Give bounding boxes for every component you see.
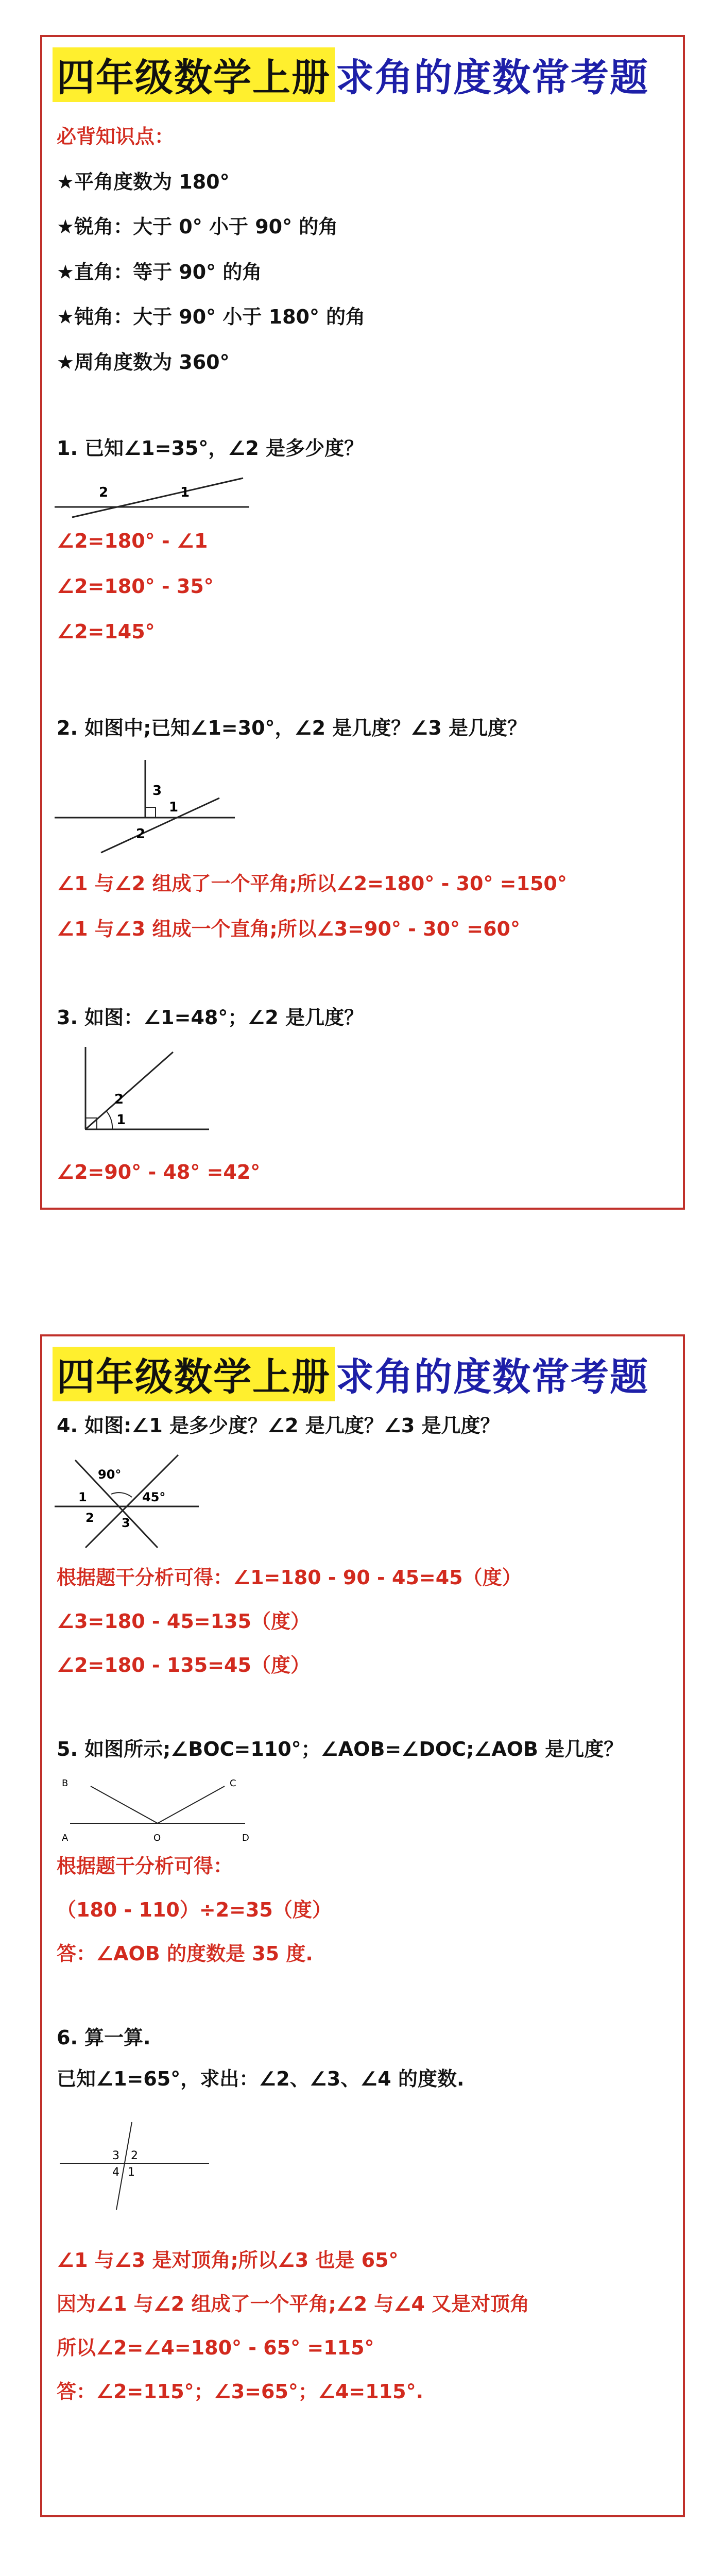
page-title [53, 46, 649, 103]
figure-q5 [55, 1772, 261, 1844]
q2-label-3: 3 [152, 783, 162, 799]
q4-answer-2: ∠3=180 - 45=135（度） [57, 1610, 310, 1633]
q5-label-b: B [62, 1778, 68, 1789]
q4-label-45: 45° [142, 1490, 166, 1504]
question-3: 3. 如图：∠1=48°；∠2 是几度？ [57, 1006, 364, 1029]
question-4: 4. 如图:∠1 是多少度？∠2 是几度？∠3 是几度？ [57, 1414, 500, 1437]
q6-answer-1: ∠1 与∠3 是对顶角;所以∠3 也是 65° [57, 2249, 399, 2272]
question-6: 已知∠1=65°，求出：∠2、∠3、∠4 的度数. [57, 2067, 465, 2090]
figure-q3 [55, 1042, 230, 1145]
q3-label-1: 1 [116, 1112, 126, 1128]
fact-full-angle: ★周角度数为 360° [57, 351, 230, 374]
q4-answer-1: 根据题干分析可得：∠1=180 - 90 - 45=45（度） [57, 1566, 522, 1589]
q4-label-90: 90° [98, 1467, 122, 1482]
q5-label-o: O [153, 1833, 161, 1843]
q1-label-1: 1 [180, 485, 190, 500]
q1-answer-3: ∠2=145° [57, 620, 155, 643]
q6-answer-2: 因为∠1 与∠2 组成了一个平角;∠2 与∠4 又是对顶角 [57, 2293, 530, 2315]
q6-answer-3: 所以∠2=∠4=180° - 65° =115° [57, 2336, 374, 2359]
knowledge-heading: 必背知识点： [57, 125, 175, 148]
q4-label-2: 2 [85, 1511, 94, 1525]
title-rest: 求角的度数常考题 [336, 56, 649, 100]
q4-answer-3: ∠2=180 - 135=45（度） [57, 1654, 310, 1676]
q1-answer-1: ∠2=180° - ∠1 [57, 530, 208, 552]
figure-q2 [55, 756, 240, 859]
q6-label-3: 3 [112, 2149, 119, 2162]
worksheet-page-1 [40, 35, 685, 1210]
figure-q1 [55, 475, 250, 521]
q2-label-2: 2 [136, 826, 146, 842]
fact-obtuse-angle: ★钝角：大于 90° 小于 180° 的角 [57, 306, 366, 328]
q5-label-d: D [242, 1833, 249, 1843]
title-highlight: 四年级数学上册 [53, 47, 335, 102]
q3-answer-1: ∠2=90° - 48° =42° [57, 1161, 261, 1183]
figure-q4 [55, 1450, 240, 1553]
q3-label-2: 2 [114, 1092, 124, 1107]
q5-label-c: C [230, 1778, 236, 1789]
q4-label-1: 1 [78, 1490, 87, 1504]
q6-answer-4: 答：∠2=115°；∠3=65°；∠4=115°. [57, 2380, 423, 2403]
q5-label-a: A [62, 1833, 68, 1843]
q6-label-1: 1 [128, 2166, 135, 2179]
title-highlight: 四年级数学上册 [53, 1347, 335, 1401]
q2-answer-1: ∠1 与∠2 组成了一个平角;所以∠2=180° - 30° =150° [57, 872, 567, 895]
figure-q6 [55, 2107, 261, 2220]
q5-answer-3: 答：∠AOB 的度数是 35 度. [57, 1942, 313, 1965]
q1-label-2: 2 [99, 485, 109, 500]
q6-label-2: 2 [131, 2149, 138, 2162]
fact-right-angle: ★直角：等于 90° 的角 [57, 261, 262, 283]
question-5: 5. 如图所示;∠BOC=110°；∠AOB=∠DOC;∠AOB 是几度？ [57, 1738, 624, 1760]
question-6-title: 6. 算一算. [57, 2026, 151, 2049]
fact-acute-angle: ★锐角：大于 0° 小于 90° 的角 [57, 215, 338, 238]
question-2: 2. 如图中;已知∠1=30°，∠2 是几度？∠3 是几度？ [57, 717, 527, 739]
fact-straight-angle: ★平角度数为 180° [57, 171, 230, 193]
page-title [53, 1346, 649, 1402]
q5-answer-1: 根据题干分析可得： [57, 1855, 233, 1877]
worksheet-page-2 [40, 1334, 685, 2517]
q6-label-4: 4 [112, 2166, 119, 2179]
q2-label-1: 1 [169, 800, 179, 815]
question-1: 1. 已知∠1=35°，∠2 是多少度？ [57, 437, 364, 460]
title-rest: 求角的度数常考题 [336, 1355, 649, 1399]
q4-label-3: 3 [122, 1516, 130, 1530]
q2-answer-2: ∠1 与∠3 组成一个直角;所以∠3=90° - 30° =60° [57, 918, 520, 940]
q1-answer-2: ∠2=180° - 35° [57, 575, 214, 598]
q5-answer-2: （180 - 110）÷2=35（度） [57, 1899, 332, 1921]
